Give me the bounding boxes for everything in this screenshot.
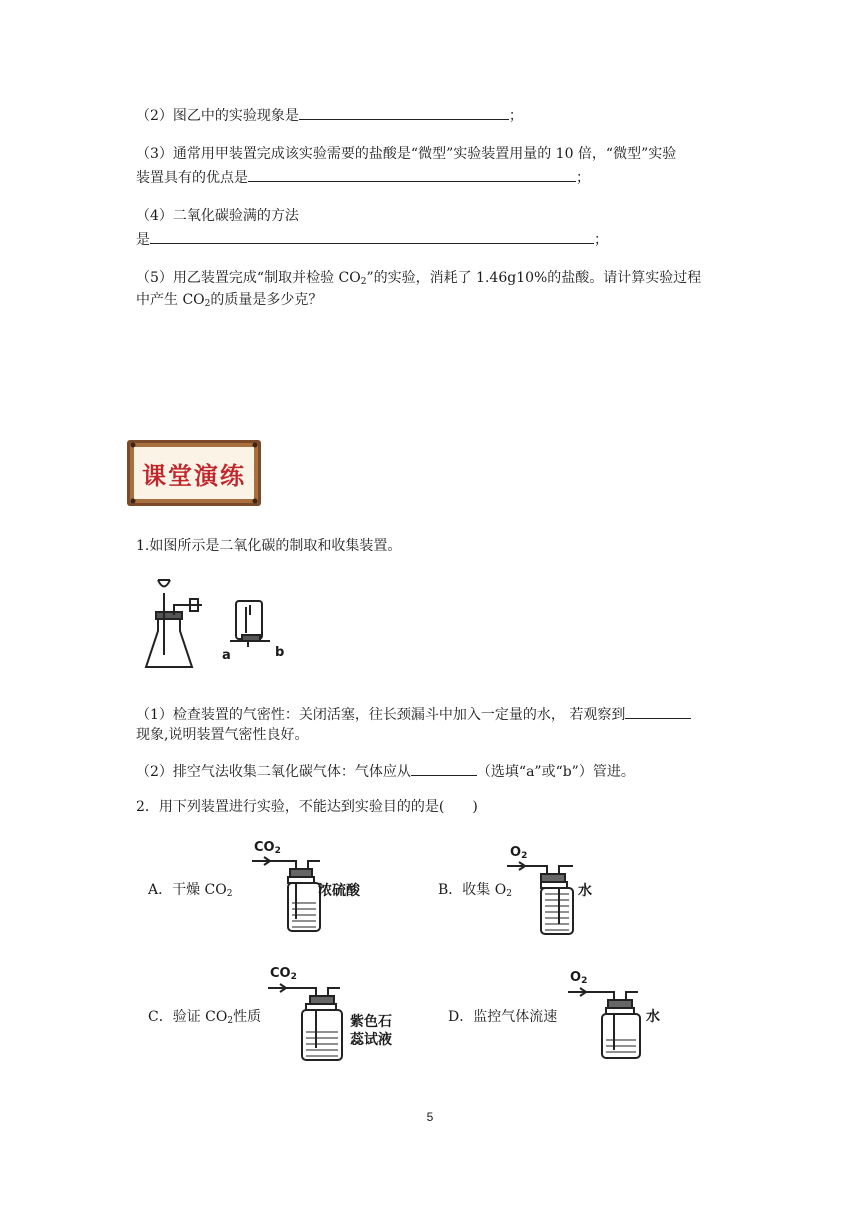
question-4-line-2: 是 ； [136,228,608,250]
question-3-line-1: （3）通常用甲装置完成该实验需要的盐酸是“微型”实验装置用量的 10 倍，“微型”实验 [136,146,677,162]
problem-1-sub-1-line-2: 现象,说明装置气密性良好。 [136,727,309,743]
problem-1-title: 1.如图所示是二氧化碳的制取和收集装置。 [136,538,402,554]
section-badge [126,437,262,509]
option-c-wash-bottle [266,982,356,1062]
tube-label-b: b [275,645,285,660]
option-d-label: D．监控气体流速 [448,1009,558,1025]
option-a-liquid-label: 浓硫酸 [318,883,360,899]
option-b-gas-label: $O_2$ [510,845,528,861]
option-b-collect-bottle [505,860,585,938]
option-d-flow-bottle [566,986,652,1060]
option-a-gas-label: $CO_2$ [254,840,281,856]
question-2: （2）图乙中的实验现象是 ； [136,104,523,126]
badge-label: 课堂演练 [142,461,246,490]
answer-blank[interactable] [411,760,477,776]
question-5-line-1: （5）用乙装置完成“制取并检验 $CO_2$”的实验，消耗了 1.46g10%的盐酸。请计算实验过程 [136,270,702,287]
tube-label-a: a [222,648,231,663]
question-4-line-1: （4）二氧化碳验满的方法 [136,208,299,224]
option-b-label: B．收集 $O_2$ [438,882,512,899]
problem-1-sub-1-line-1: （1）检查装置的气密性：关闭活塞，往长颈漏斗中加入一定量的水， 若观察到 [136,703,691,725]
option-b-liquid-label: 水 [578,883,592,899]
option-c-liquid-label: 紫色石 蕊试液 [350,1014,392,1048]
option-d-liquid-label: 水 [646,1009,660,1025]
option-c-gas-label: $CO_2$ [270,966,297,982]
option-a-label: A．干燥 $CO_2$ [148,882,233,899]
option-d-gas-label: $O_2$ [570,970,588,986]
page-number: 5 [426,1110,434,1124]
answer-blank[interactable] [150,228,594,244]
answer-blank[interactable] [248,166,576,182]
question-2-text: （2）图乙中的实验现象是 [136,108,299,124]
co2-apparatus-figure [140,575,280,675]
answer-blank[interactable] [625,703,691,719]
problem-2-title: 2．用下列装置进行实验，不能达到实验目的的是( ) [136,799,478,815]
question-5-line-2: 中产生 $CO_2$的质量是多少克？ [136,292,323,309]
question-3-line-2: 装置具有的优点是 ； [136,166,590,188]
option-c-label: C．验证 $CO_2$性质 [148,1009,262,1026]
problem-1-sub-2: （2）排空气法收集二氧化碳气体：气体应从 （选填“a”或“b”）管进。 [136,760,635,782]
answer-blank[interactable] [299,104,509,120]
